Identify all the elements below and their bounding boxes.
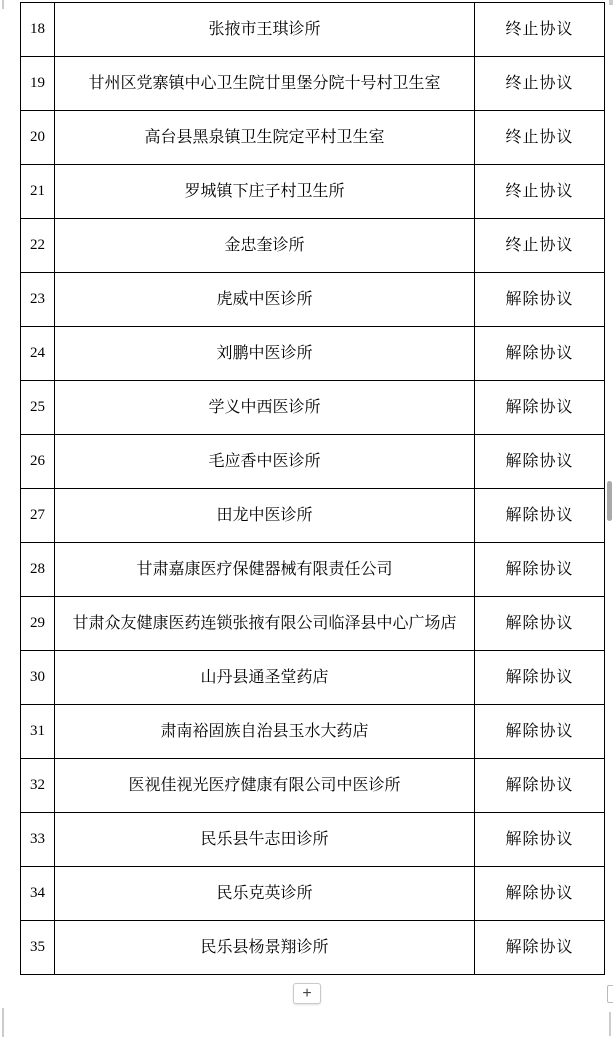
status-cell: 终止协议: [475, 3, 605, 57]
table-row: [21, 705, 605, 759]
row-number-cell: 22: [21, 219, 55, 273]
status-cell: 终止协议: [475, 111, 605, 165]
table-row: [21, 165, 605, 219]
status-cell: 解除协议: [475, 705, 605, 759]
institution-name-cell: 毛应香中医诊所: [55, 435, 475, 489]
institution-name-cell: 民乐县牛志田诊所: [55, 813, 475, 867]
row-number-cell: 35: [21, 921, 55, 975]
row-number-cell: 19: [21, 57, 55, 111]
vertical-scrollbar-thumb[interactable]: [607, 481, 612, 521]
table-row: [21, 219, 605, 273]
institution-name-cell: 医视佳视光医疗健康有限公司中医诊所: [55, 759, 475, 813]
status-cell: 解除协议: [475, 435, 605, 489]
table-row: [21, 57, 605, 111]
row-number-cell: 33: [21, 813, 55, 867]
row-number-cell: 26: [21, 435, 55, 489]
institution-name-cell: 刘鹏中医诊所: [55, 327, 475, 381]
status-cell: 终止协议: [475, 57, 605, 111]
institution-name-cell: 甘肃众友健康医药连锁张掖有限公司临泽县中心广场店: [55, 597, 475, 651]
expand-plus-button[interactable]: [293, 983, 321, 1004]
scroll-artifact-top-right: [609, 0, 613, 5]
row-number-cell: 28: [21, 543, 55, 597]
institution-name-cell: 高台县黑泉镇卫生院定平村卫生室: [55, 111, 475, 165]
institution-name-cell: 民乐克英诊所: [55, 867, 475, 921]
row-number-cell: 32: [21, 759, 55, 813]
institution-name-cell: 张掖市王琪诊所: [55, 3, 475, 57]
table-row: [21, 111, 605, 165]
table-row: [21, 651, 605, 705]
row-number-cell: 24: [21, 327, 55, 381]
scroll-artifact-right-bottom: [609, 1012, 611, 1036]
table-row: [21, 435, 605, 489]
status-cell: 解除协议: [475, 381, 605, 435]
status-cell: 解除协议: [475, 273, 605, 327]
table-row: [21, 759, 605, 813]
status-cell: 解除协议: [475, 759, 605, 813]
institution-name-cell: 甘州区党寨镇中心卫生院廿里堡分院十号村卫生室: [55, 57, 475, 111]
table-row: [21, 813, 605, 867]
table-row: [21, 3, 605, 57]
scroll-artifact-bracket: [607, 985, 613, 1003]
plus-icon: +: [302, 984, 312, 1002]
table-row: [21, 489, 605, 543]
table-row: [21, 597, 605, 651]
status-cell: 终止协议: [475, 219, 605, 273]
status-cell: 解除协议: [475, 543, 605, 597]
status-cell: 终止协议: [475, 165, 605, 219]
table-row: [21, 273, 605, 327]
row-number-cell: 25: [21, 381, 55, 435]
row-number-cell: 27: [21, 489, 55, 543]
institution-name-cell: 金忠奎诊所: [55, 219, 475, 273]
row-number-cell: 30: [21, 651, 55, 705]
status-cell: 解除协议: [475, 651, 605, 705]
table-row: [21, 381, 605, 435]
row-number-cell: 18: [21, 3, 55, 57]
row-number-cell: 21: [21, 165, 55, 219]
status-cell: 解除协议: [475, 813, 605, 867]
table-row: [21, 867, 605, 921]
institution-name-cell: 学义中西医诊所: [55, 381, 475, 435]
institution-status-table: [20, 2, 605, 975]
institution-name-cell: 山丹县通圣堂药店: [55, 651, 475, 705]
row-number-cell: 34: [21, 867, 55, 921]
row-number-cell: 20: [21, 111, 55, 165]
table-row: [21, 327, 605, 381]
institution-name-cell: 肃南裕固族自治县玉水大药店: [55, 705, 475, 759]
institution-name-cell: 罗城镇下庄子村卫生所: [55, 165, 475, 219]
institution-name-cell: 虎威中医诊所: [55, 273, 475, 327]
row-number-cell: 31: [21, 705, 55, 759]
status-cell: 解除协议: [475, 327, 605, 381]
scroll-artifact-left-bottom: [2, 1008, 4, 1037]
table-row: [21, 921, 605, 975]
row-number-cell: 23: [21, 273, 55, 327]
scroll-artifact-top-left: [2, 0, 4, 9]
status-cell: 解除协议: [475, 921, 605, 975]
table-body: [21, 3, 605, 975]
institution-name-cell: 田龙中医诊所: [55, 489, 475, 543]
status-cell: 解除协议: [475, 867, 605, 921]
institution-name-cell: 民乐县杨景翔诊所: [55, 921, 475, 975]
row-number-cell: 29: [21, 597, 55, 651]
status-cell: 解除协议: [475, 489, 605, 543]
table-row: [21, 543, 605, 597]
institution-name-cell: 甘肃嘉康医疗保健器械有限责任公司: [55, 543, 475, 597]
status-cell: 解除协议: [475, 597, 605, 651]
